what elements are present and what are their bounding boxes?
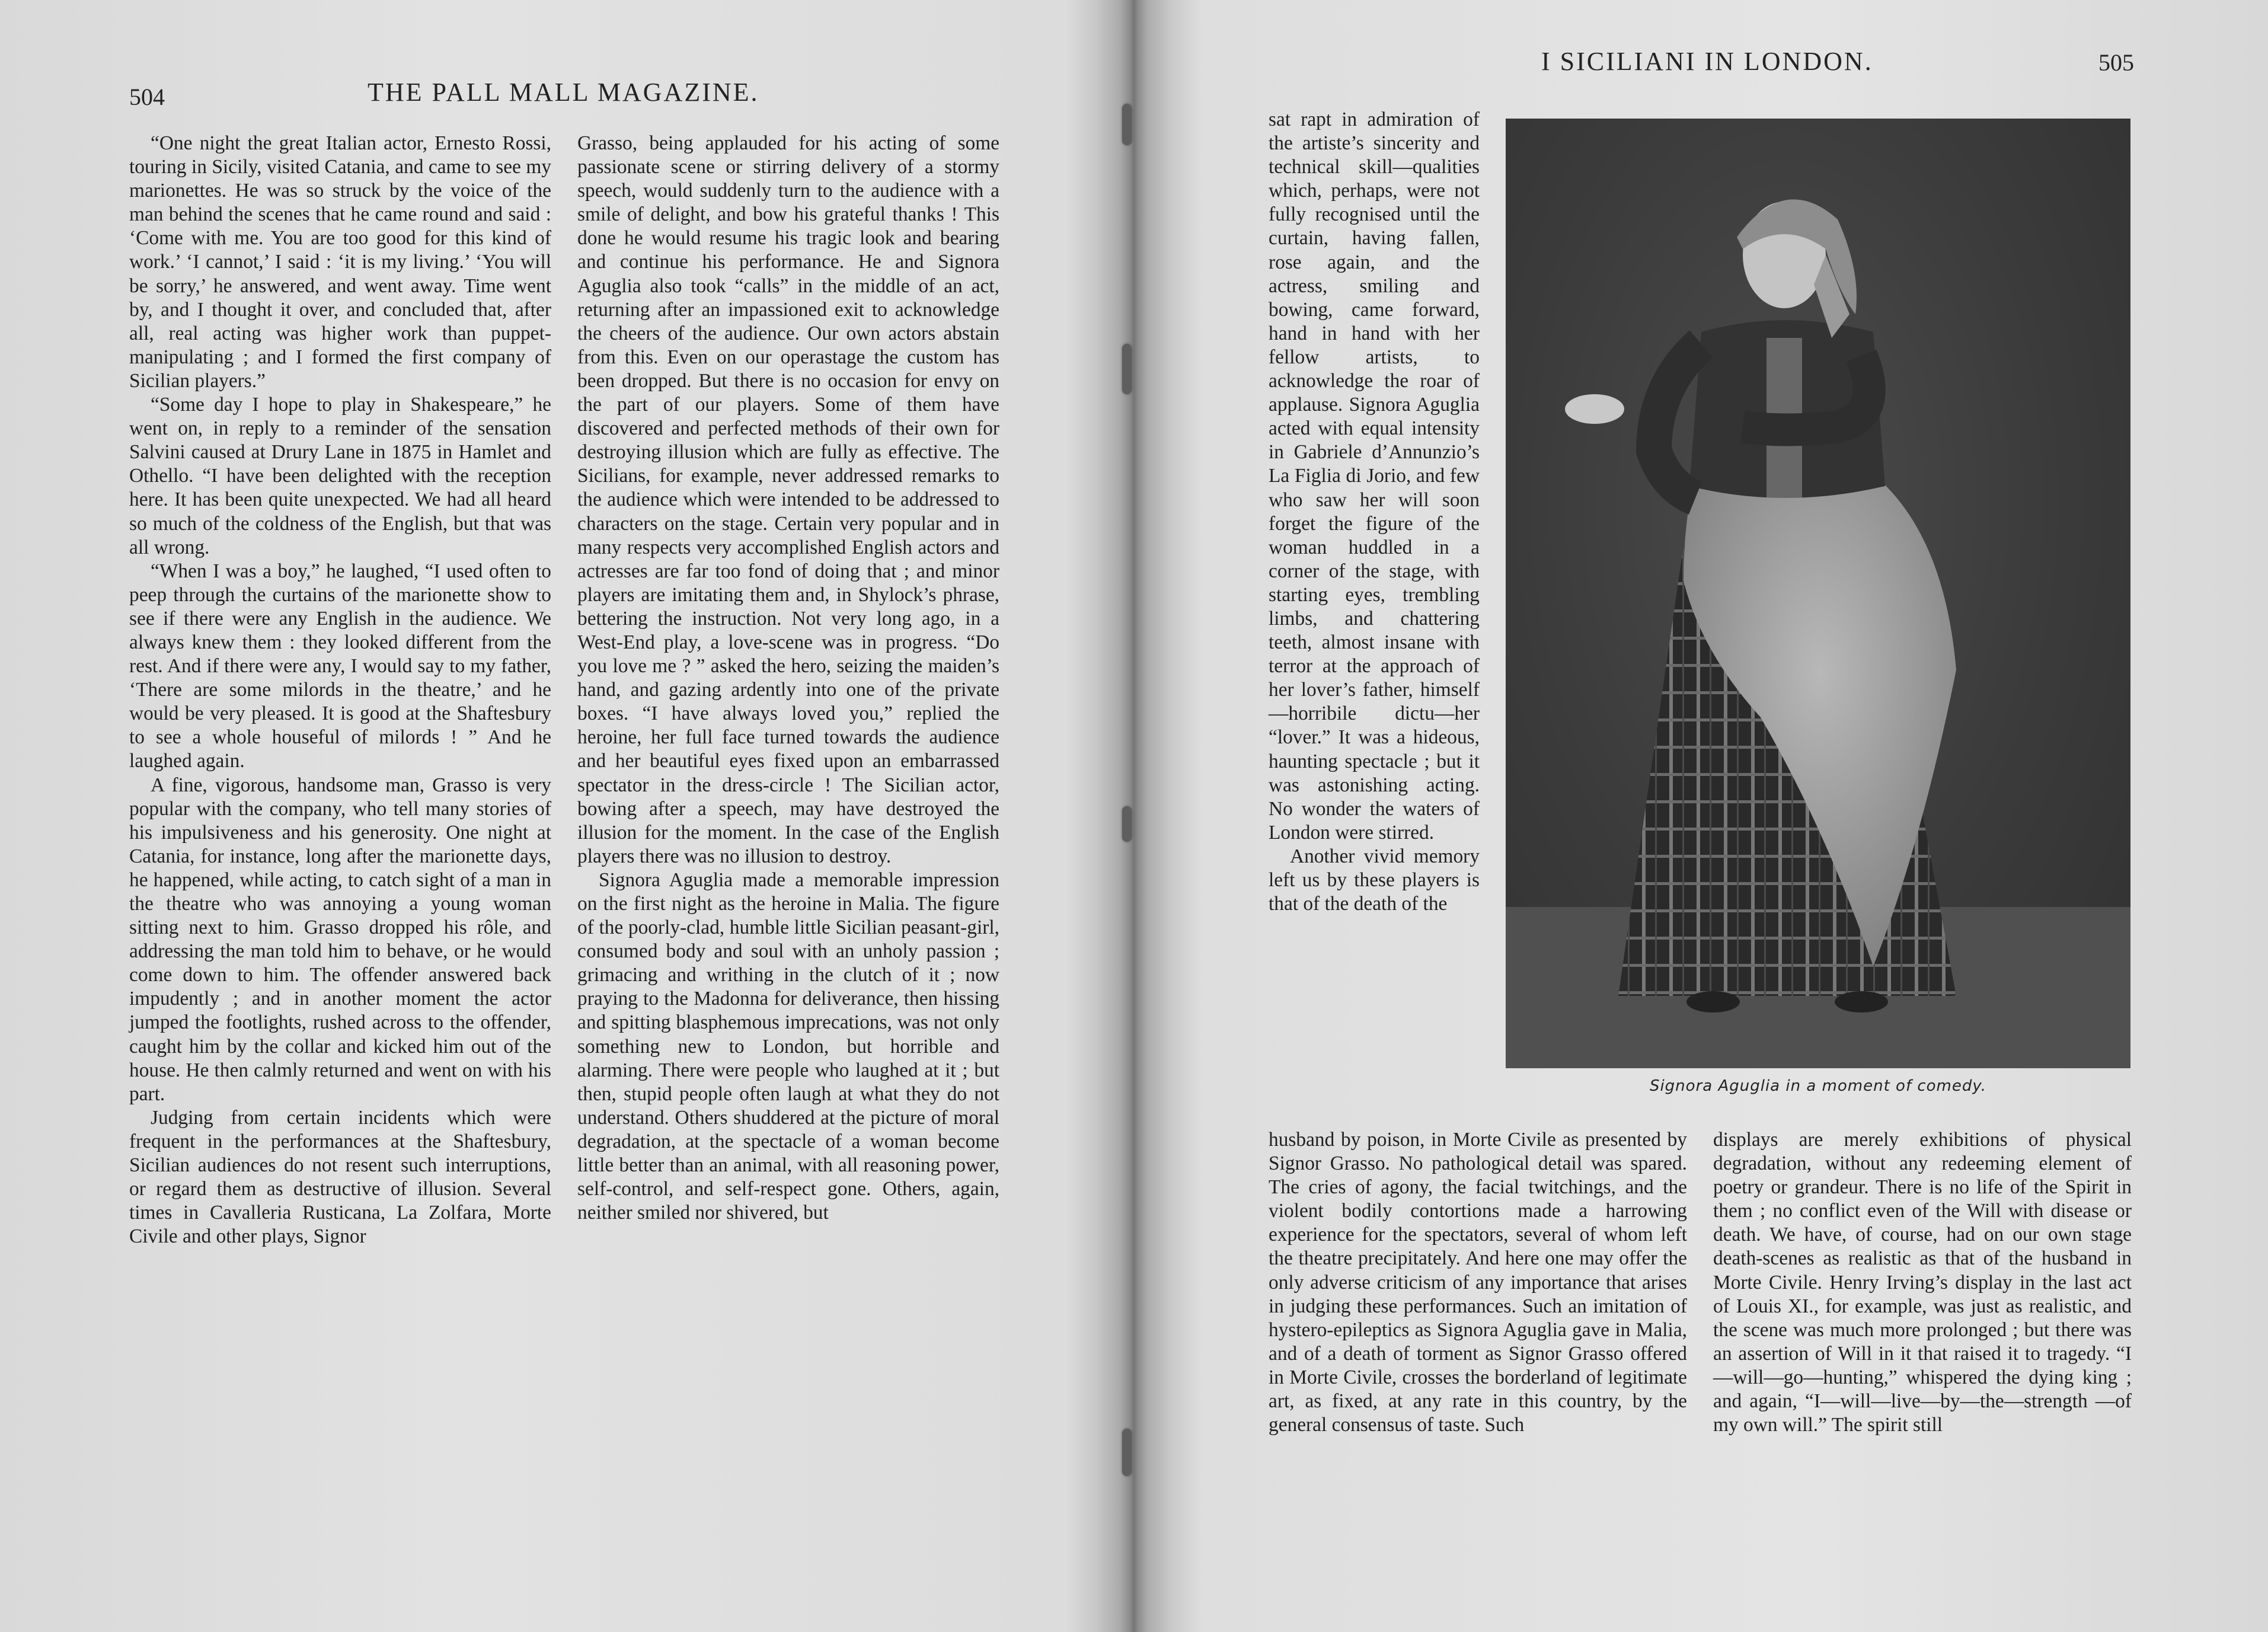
binding-staple [1122, 1429, 1132, 1476]
paragraph: “One night the great Italian actor, Ernesto Rossi, touring in Sicily, visited Catania, and came to see my marionettes. He was so struck by the voice of the man behind the scenes that he came round and said : ‘Come with me. You are too good for this kind of work.’ ‘I cannot,’ I said : ‘it is my living.’ ‘You will be sorry,’ he answered, and went away. Time went by, and I thought it over, and concluded that, after all, real acting was higher work than puppet-manipulating ; and I formed the first company of Sicilian players.” [129, 132, 551, 392]
paragraph: “Some day I hope to play in Shakespeare,” he went on, in reply to a reminder of the sensation Salvini caused at Drury Lane in 1875 in Hamlet and Othello. “I have been delighted with the reception here. It has been quite unexpected. We had all heard so much of the coldness of the English, but that was all wrong. [129, 394, 551, 558]
paragraph: “When I was a boy,” he laughed, “I used often to peep through the curtains of the marionette show to see if there were any English in the audience. We always knew them : they looked different from the rest. And if there were any, I would say to my father, ‘There are some milords in the theatre,’ and he would be very pleased. It is good at the Shaftesbury to see a whole houseful of milords ! ” And he laughed again. [129, 560, 551, 772]
portrait-photograph [1506, 119, 2130, 1068]
binding-staple [1122, 806, 1132, 842]
paragraph: husband by poison, in Morte Civile as presented by Signor Grasso. No pathological detail was spared. The cries of agony, the facial twitchings, and the violent bodily contortions made a harrowing experience for the spectators, several of whom left the theatre precipitately. And here one may offer the only adverse criticism of any importance that arises in judging these performances. Such an imitation of hystero-epileptics as Signora Aguglia gave in Malia, and of a death of torment as Signor Grasso offered in Morte Civile, crosses the borderland of legitimate art, as fixed, at any rate in this country, by the general consensus of taste. Such [1269, 1129, 1687, 1436]
paragraph: Judging from certain incidents which were frequent in the performances at the Shaftesbury, Sicilian audiences do not resent such interruptions, or regard them as destructive of illusion. Several times in Cavalleria Rusticana, La Zolfara, Morte Civile and other plays, Signor [129, 1106, 551, 1248]
binding-gutter [1097, 0, 1171, 1632]
right-column-1 [1269, 1128, 1687, 1437]
paragraph: Another vivid memory left us by these players is that of the death of the [1269, 845, 1480, 915]
paragraph: displays are merely exhibitions of physical degradation, without any redeeming element of poetry or grandeur. There is no life of the Spirit in them ; no conflict even of the Will with disease or death. We have, of course, had on our own stage death-scenes as realistic as that of the husband in Morte Civile. Henry Irving’s display in the last act of Louis XI., for example, was just as realistic, and the scene was much more prolonged ; but there was an assertion of Will in it that raised it to tragedy. “I—will—go—hunting,” whispered the dying king ; and again, “I—will—live—by—the—strength —of my own will.” The spirit still [1713, 1129, 2132, 1436]
right-page-number: 505 [2098, 49, 2134, 76]
paragraph: sat rapt in admiration of the artiste’s sincerity and technical skill—qualities which, perhaps, were not fully recognised until the curtain, having fallen, rose again, and the actress, smiling and bowing, came forward, hand in hand with her fellow artists, to acknowledge the roar of applause. Signora Aguglia acted with equal intensity in Gabriele d’Annunzio’s La Figlia di Jorio, and few who saw her will soon forget the figure of the woman huddled in a corner of the stage, with starting eyes, trembling limbs, and chattering teeth, almost insane with terror at the approach of her lover’s father, himself—horribile dictu—her “lover.” It was a hideous, haunting spectacle ; but it was astonishing acting. No wonder the waters of London were stirred. [1269, 108, 1480, 844]
portrait-figure [1506, 119, 2130, 1068]
left-running-head: THE PALL MALL MAGAZINE. [368, 78, 759, 107]
binding-staple [1122, 104, 1132, 145]
binding-staple [1122, 344, 1132, 394]
photo-caption: Signora Aguglia in a moment of comedy. [1649, 1077, 1987, 1095]
paragraph: Grasso, being applauded for his acting of some passionate scene or stirring delivery of a stormy speech, would suddenly turn to the audience with a smile of delight, and bow his grateful thanks ! This done he would resume his tragic look and bearing and continue his performance. He and Signora Aguglia also took “calls” in the middle of an act, returning after an impassioned exit to acknowledge the cheers of the audience. Our own actors abstain from this. Even on our operastage the custom has been dropped. But there is no occasion for envy on the part of our players. Some of them have discovered and perfected methods of their own for destroying illusion which are fully as effective. The Sicilians, for example, never addressed remarks to the audience which were intended to be addressed to characters on the stage. Certain very popular and in many respects very accomplished English actors and actresses are far too fond of doing that ; and minor players are imitating them and, in Shylock’s phrase, bettering the instruction. Not very long ago, in a West-End play, a love-scene was in progress. “Do you love me ? ” asked the hero, seizing the maiden’s hand, and gazing ardently into one of the private boxes. “I have always loved you,” replied the heroine, her full face turned towards the audience and her beautiful eyes fixed upon an embarrassed spectator in the dress-circle ! The Sicilian actor, bowing after a speech, may have destroyed the illusion for the moment. In the case of the English players there was no illusion to destroy. [577, 132, 999, 867]
right-narrow-column [1269, 108, 1480, 916]
right-running-head: I SICILIANI IN LONDON. [1541, 47, 1873, 76]
left-column-2 [577, 132, 999, 1225]
left-page-number: 504 [129, 84, 165, 110]
right-column-2 [1713, 1128, 2132, 1437]
left-column-1 [129, 132, 551, 1248]
paragraph: Signora Aguglia made a memorable impression on the first night as the heroine in Malia. The figure of the poorly-clad, humble little Sicilian peasant-girl, consumed body and soul with an unholy passion ; grimacing and writhing in the clutch of it ; now praying to the Madonna for deliverance, then hissing and spitting blasphemous imprecations, was not only something new to London, but horrible and alarming. There were people who laughed at it ; but then, stupid people often laugh at what they do not understand. Others shuddered at the picture of moral degradation, at the spectacle of a woman become little better than an animal, with all reasoning power, self-control, and self-respect gone. Others, again, neither smiled nor shivered, but [577, 868, 999, 1224]
paragraph: A fine, vigorous, handsome man, Grasso is very popular with the company, who tell many stories of his impulsiveness and his generosity. One night at Catania, for instance, long after the marionette days, he happened, while acting, to catch sight of a man in the theatre who was annoying a young woman sitting next to him. Grasso dropped his rôle, and addressing the man told him to behave, or he would come down to him. The offender answered back impudently ; and in another moment the actor jumped the footlights, rushed across to the offender, caught him by the collar and kicked him out of the house. He then calmly returned and went on with his part. [129, 774, 551, 1105]
